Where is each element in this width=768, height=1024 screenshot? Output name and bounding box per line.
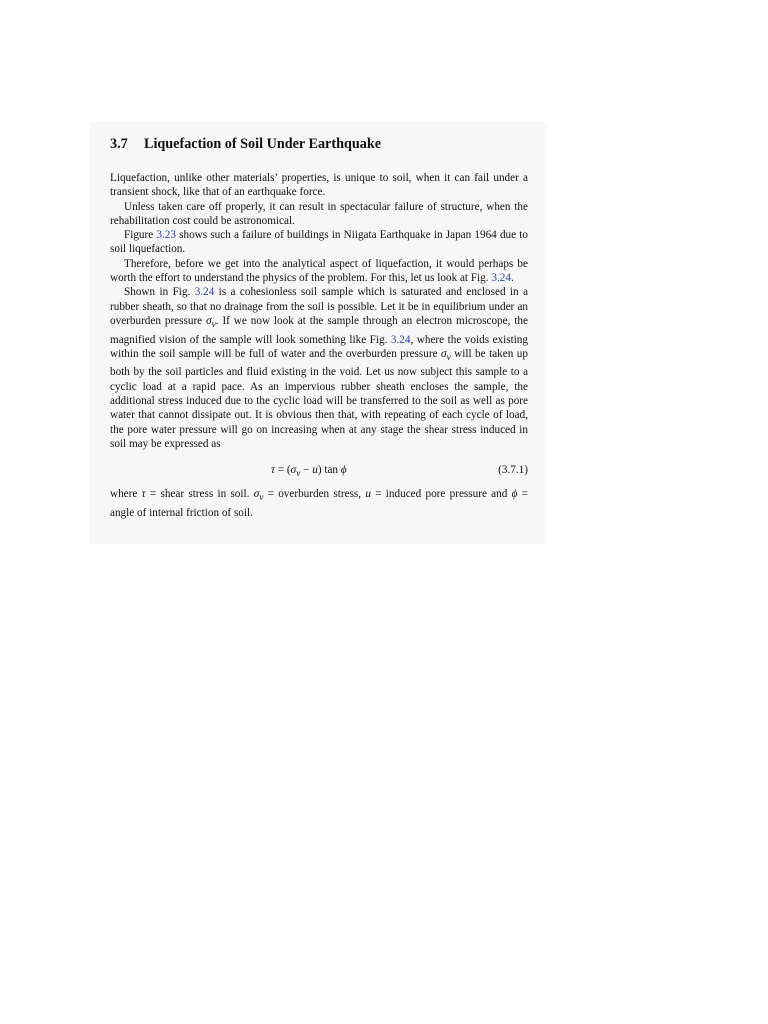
text-span: = angle of internal friction of soil. <box>110 488 528 519</box>
text-span: Therefore, before we get into the analytical aspect of liquefaction, it would perhaps be worth the effort to understand the physics of the problem. For this, let us look at Fig. <box>110 257 528 285</box>
text-span: = shear stress in soil. <box>145 488 254 501</box>
u-symbol: u <box>312 464 318 477</box>
document-body <box>110 134 528 520</box>
text-span: is a cohesionless soil sample which is saturated and enclosed in a rubber sheath, so that no drainage from the soil is possible. Let it be in equilibrium under an overburden pressure <box>110 286 528 327</box>
subscript-v: v <box>446 353 451 364</box>
text-span: Shown in Fig. <box>124 286 195 299</box>
section-number: 3.7 <box>110 136 128 152</box>
u-symbol: u <box>365 488 371 501</box>
equation-number: (3.7.1) <box>498 464 528 477</box>
text-span: . <box>510 272 514 285</box>
sigma-symbol: σ <box>290 464 297 477</box>
paragraph-3 <box>110 228 528 257</box>
text-span: will be taken up both by the soil particles and fluid existing in the void. Let us now subject this sample to a cyclic load at a rapid pace. As an impervious rubber sheath encloses the sample, the additional stress induced due to the cyclic load will be transferred to the soil as well as pore water that cannot dissipate out. It is obvious then that, with repeating of each cycle of load, the pore water pressure will go on increasing when at any stage the shear stress induced in soil may be expressed as <box>110 347 528 450</box>
text-span: = induced pore pressure and <box>370 488 512 501</box>
text-span: , where the voids existing within the soil sample will be full of water and the overburden pressure <box>110 333 528 360</box>
phi-symbol: ϕ <box>511 488 518 501</box>
figure-link-3-24[interactable]: 3.24 <box>491 272 511 285</box>
figure-link-3-24[interactable]: 3.24 <box>194 286 215 299</box>
text-span: shows such a failure of buildings in Niigata Earthquake in Japan 1964 due to soil liquefaction. <box>110 229 528 256</box>
section-heading <box>110 134 528 154</box>
phi-symbol: ϕ <box>340 464 347 477</box>
paragraph-4 <box>110 257 528 286</box>
tau-symbol: τ <box>141 488 146 501</box>
equation-3-7-1 <box>110 459 528 481</box>
subscript-v: v <box>259 493 264 504</box>
equation-formula <box>271 459 347 485</box>
figure-link-3-23[interactable]: 3.23 <box>156 229 176 242</box>
text-span: = overburden stress, <box>263 488 366 501</box>
tau-symbol: τ <box>271 464 276 477</box>
text-span: − <box>300 464 313 477</box>
text-span: Figure <box>124 229 157 242</box>
text-span: ) tan <box>317 464 341 477</box>
text-span: where <box>110 488 142 501</box>
sigma-symbol: σ <box>206 314 212 327</box>
paragraph-2: Unless taken care off properly, it can result in spectacular failure of structure, when the rehabilitation cost could be astronomical. <box>110 200 528 227</box>
text-span: . If we now look at the sample through an electron microscope, the magnified vision of the sample will look something like Fig. <box>110 314 528 346</box>
subscript-v: v <box>296 469 301 480</box>
section-title: Liquefaction of Soil Under Earthquake <box>144 136 382 152</box>
sigma-symbol: σ <box>441 347 447 360</box>
figure-link-3-24[interactable]: 3.24 <box>390 333 411 346</box>
text-span: = ( <box>275 464 291 477</box>
paragraph-1: Liquefaction, unlike other materials’ properties, is unique to soil, when it can fail under a transient shock, like that of an earthquake force. <box>110 172 528 199</box>
paragraph-5 <box>110 285 528 451</box>
subscript-v: v <box>211 320 216 331</box>
paragraph-6 <box>110 487 528 520</box>
sigma-symbol: σ <box>253 488 260 501</box>
